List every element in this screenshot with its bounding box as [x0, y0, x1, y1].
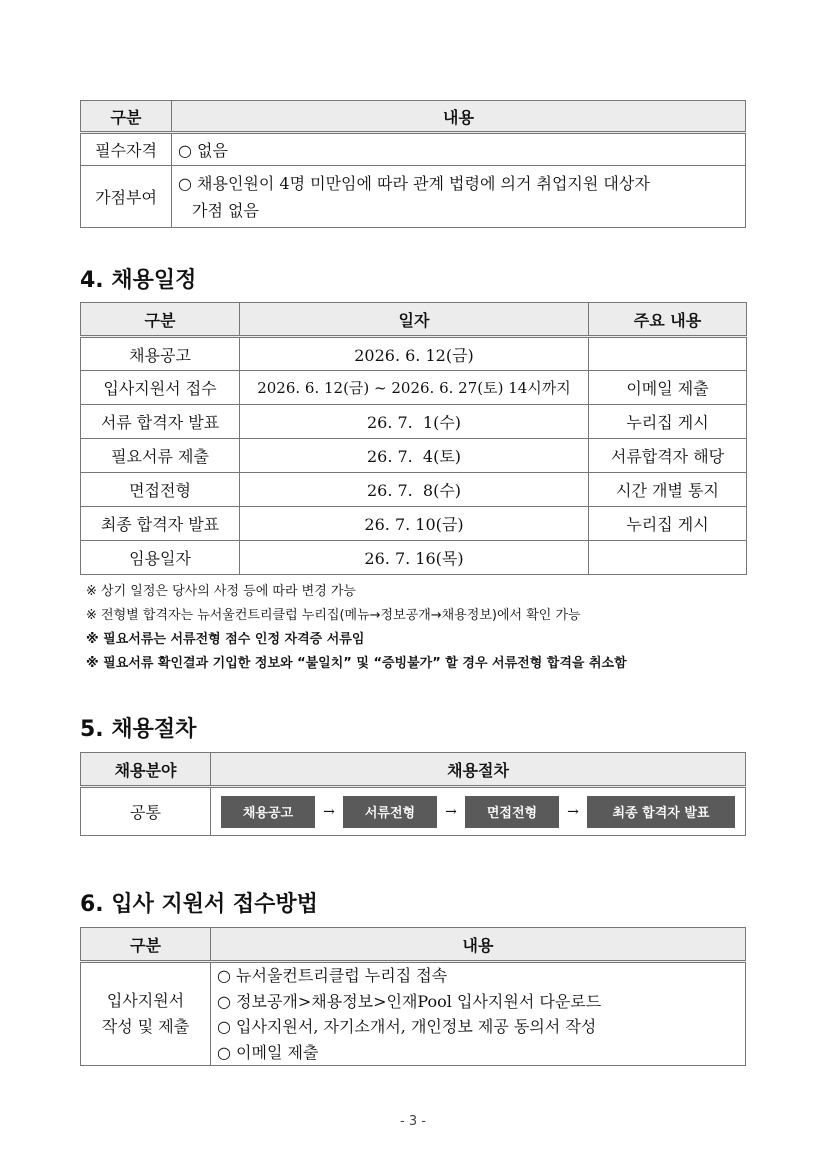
schedule-date: 26. 7. 4(토)	[240, 439, 589, 473]
application-method-table	[80, 927, 746, 1066]
schedule-header-date: 일자	[240, 303, 589, 337]
bonus-points-line1: ○ 채용인원이 4명 미만임에 따라 관계 법령에 의거 취업지원 대상자	[178, 173, 650, 193]
schedule-item: 채용공고	[81, 337, 240, 371]
schedule-note: 시간 개별 통지	[589, 473, 747, 507]
schedule-date: 26. 7. 16(목)	[240, 541, 589, 575]
schedule-date: 26. 7. 1(수)	[240, 405, 589, 439]
arrow-icon: →	[323, 803, 335, 820]
schedule-note: 누리집 게시	[589, 507, 747, 541]
procedure-header-steps: 채용절차	[211, 753, 746, 787]
schedule-notes	[86, 580, 627, 676]
procedure-flow	[221, 796, 735, 828]
method-item: ○ 정보공개>채용정보>인재Pool 입사지원서 다운로드	[217, 991, 602, 1011]
method-header-content: 내용	[211, 928, 746, 962]
step-document-screening: 서류전형	[343, 796, 437, 828]
table-row	[81, 439, 747, 473]
required-qualification-label: 필수자격	[81, 133, 172, 166]
step-interview: 면접전형	[465, 796, 559, 828]
schedule-item: 면접전형	[81, 473, 240, 507]
method-item: ○ 입사지원서, 자기소개서, 개인정보 제공 동의서 작성	[217, 1017, 597, 1036]
schedule-note-2: ※ 전형별 합격자는 뉴서울컨트리클럽 누리집(메뉴→정보공개→채용정보)에서 확인 가능	[86, 608, 581, 623]
table-row	[81, 541, 747, 575]
header-category: 구분	[81, 101, 172, 133]
schedule-note: 서류합격자 해당	[589, 439, 747, 473]
header-content: 내용	[172, 101, 746, 133]
section6-title: 6. 입사 지원서 접수방법	[80, 892, 318, 917]
qualification-table	[80, 100, 746, 228]
schedule-header-category: 구분	[81, 303, 240, 337]
schedule-date: 2026. 6. 12(금) ~ 2026. 6. 27(토) 14시까지	[240, 371, 589, 405]
step-final-announcement: 최종 합격자 발표	[587, 796, 735, 828]
schedule-note: 누리집 게시	[589, 405, 747, 439]
schedule-item: 서류 합격자 발표	[81, 405, 240, 439]
schedule-note-4: ※ 필요서류 확인결과 기입한 정보와 “불일치” 및 “증빙불가” 할 경우 서류전형 합격을 취소함	[86, 656, 627, 671]
step-job-posting: 채용공고	[221, 796, 315, 828]
schedule-date: 26. 7. 10(금)	[240, 507, 589, 541]
bonus-points-line2: 가점 없음	[192, 200, 259, 220]
schedule-note	[589, 337, 747, 371]
arrow-icon: →	[567, 803, 579, 820]
table-row	[81, 473, 747, 507]
schedule-date: 2026. 6. 12(금)	[240, 337, 589, 371]
required-qualification-content: ○ 없음	[172, 133, 746, 166]
method-header-category: 구분	[81, 928, 211, 962]
procedure-flow-cell	[211, 787, 746, 836]
arrow-icon: →	[445, 803, 457, 820]
page-number: - 3 -	[400, 1114, 426, 1129]
method-item: ○ 뉴서울컨트리클럽 누리집 접속	[217, 966, 448, 985]
schedule-note-1: ※ 상기 일정은 당사의 사정 등에 따라 변경 가능	[86, 584, 356, 599]
method-label-line1: 입사지원서	[106, 991, 185, 1010]
procedure-field: 공통	[81, 787, 211, 836]
schedule-date: 26. 7. 8(수)	[240, 473, 589, 507]
schedule-note: 이메일 제출	[589, 371, 747, 405]
schedule-item: 입사지원서 접수	[81, 371, 240, 405]
table-row	[81, 337, 747, 371]
schedule-note-3: ※ 필요서류는 서류전형 점수 인정 자격증 서류임	[86, 632, 365, 647]
schedule-item: 임용일자	[81, 541, 240, 575]
section5-title: 5. 채용절차	[80, 717, 197, 742]
schedule-note	[589, 541, 747, 575]
method-item: ○ 이메일 제출	[217, 1042, 319, 1062]
section4-title: 4. 채용일정	[80, 268, 197, 293]
schedule-item: 최종 합격자 발표	[81, 507, 240, 541]
method-content	[211, 962, 746, 1066]
procedure-header-field: 채용분야	[81, 753, 211, 787]
table-row	[81, 371, 747, 405]
schedule-item: 필요서류 제출	[81, 439, 240, 473]
method-label-line2: 작성 및 제출	[101, 1017, 190, 1036]
table-row	[81, 507, 747, 541]
procedure-table	[80, 752, 746, 836]
method-label	[81, 962, 211, 1066]
bonus-points-content	[172, 166, 746, 228]
bonus-points-label: 가점부여	[81, 166, 172, 228]
schedule-header-note: 주요 내용	[589, 303, 747, 337]
schedule-table	[80, 302, 747, 575]
table-row	[81, 405, 747, 439]
